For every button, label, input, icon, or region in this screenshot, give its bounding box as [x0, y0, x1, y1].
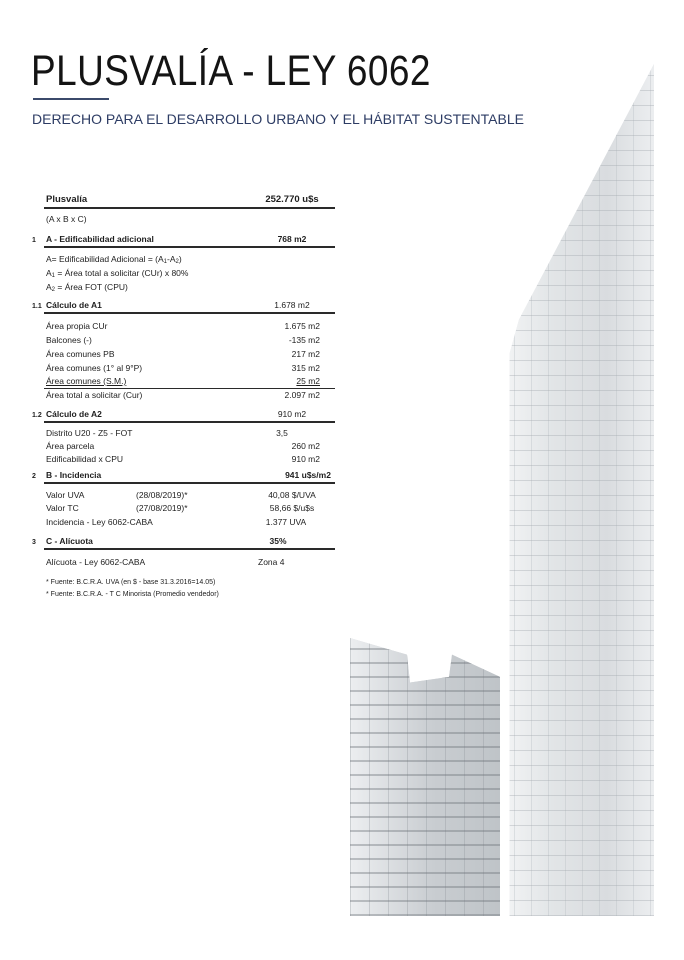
section-number: 2	[32, 473, 36, 480]
row-label: Área comunes (S.M.)	[46, 376, 127, 386]
row-value: 315 m2	[291, 363, 320, 373]
plusvalia-value: 252.770 u$s	[265, 194, 319, 205]
row-label: Área parcela	[46, 441, 95, 451]
section-a-value: 768 m2	[277, 234, 307, 244]
row-value: 58,66 $/u$s	[269, 503, 315, 513]
row-label: Valor TC	[46, 503, 79, 513]
page-title: PLUSVALÍA - LEY 6062	[31, 47, 431, 95]
divider	[44, 312, 335, 314]
row-value: 1.675 m2	[284, 321, 320, 331]
section-b-value: 941 u$s/m2	[285, 470, 331, 480]
divider	[44, 482, 335, 484]
row-value: Zona 4	[258, 557, 285, 567]
definition-a2: $A_2$ = Área FOT (CPU)	[46, 282, 128, 293]
section-c-label: C - Alícuota	[46, 536, 93, 546]
definition-a: A= Edificabilidad Adicional = $(A_1-A_2)$	[46, 254, 182, 265]
row-label: Área comunes (1° al 9°P)	[46, 363, 143, 373]
row-value: 3,5	[276, 428, 288, 438]
section-number: 1.2	[32, 412, 42, 419]
row-date: (28/08/2019)*	[136, 490, 188, 500]
section-a2-label: Cálculo de A2	[46, 409, 102, 419]
row-value: 40,08 $/UVA	[268, 490, 316, 500]
row-label: Incidencia - Ley 6062-CABA	[46, 517, 153, 527]
row-label: Edificabilidad x CPU	[46, 454, 124, 464]
divider	[44, 388, 335, 389]
row-value: 260 m2	[291, 441, 320, 451]
section-a1-label: Cálculo de A1	[46, 300, 102, 310]
definition-a1: $A_1$ = Área total a solicitar (CUr) x 80%	[46, 268, 189, 279]
section-number: 3	[32, 539, 36, 546]
divider	[44, 207, 335, 209]
row-label: Valor UVA	[46, 490, 85, 500]
plusvalia-label: Plusvalía	[46, 194, 88, 205]
divider	[44, 421, 335, 423]
row-value: 2.097 m2	[284, 390, 320, 400]
section-number: 1	[32, 237, 36, 244]
divider	[44, 548, 335, 550]
row-value: -135 m2	[288, 335, 320, 345]
footnote: * Fuente: B.C.R.A. - T C Minorista (Promedio vendedor)	[46, 591, 219, 598]
section-a2-value: 910 m2	[277, 409, 307, 419]
row-label: Área propia CUr	[46, 321, 108, 331]
section-a-label: A - Edificabilidad adicional	[46, 234, 154, 244]
section-c-value: 35%	[269, 536, 287, 546]
row-label: Área comunes PB	[46, 349, 115, 359]
footnote: * Fuente: B.C.R.A. UVA (en $ - base 31.3.2016=14.05)	[46, 579, 216, 586]
row-label: Área total a solicitar (Cur)	[46, 390, 143, 400]
row-value: 25 m2	[296, 376, 320, 386]
page-subtitle: DERECHO PARA EL DESARROLLO URBANO Y EL HÁBITAT SUSTENTABLE	[32, 111, 524, 127]
row-label: Balcones (-)	[46, 335, 92, 345]
section-b-label: B - Incidencia	[46, 470, 102, 480]
row-value: 217 m2	[291, 349, 320, 359]
row-label: Distrito U20 - Z5 - FOT	[46, 428, 133, 438]
row-date: (27/08/2019)*	[136, 503, 188, 513]
section-number: 1.1	[32, 303, 42, 310]
divider	[44, 246, 335, 248]
section-a1-value: 1.678 m2	[274, 300, 310, 310]
row-value: 1.377 UVA	[265, 517, 307, 527]
row-label: Alícuota - Ley 6062-CABA	[46, 557, 146, 567]
plusvalia-formula: (A x B x C)	[46, 214, 87, 224]
row-value: 910 m2	[291, 454, 320, 464]
